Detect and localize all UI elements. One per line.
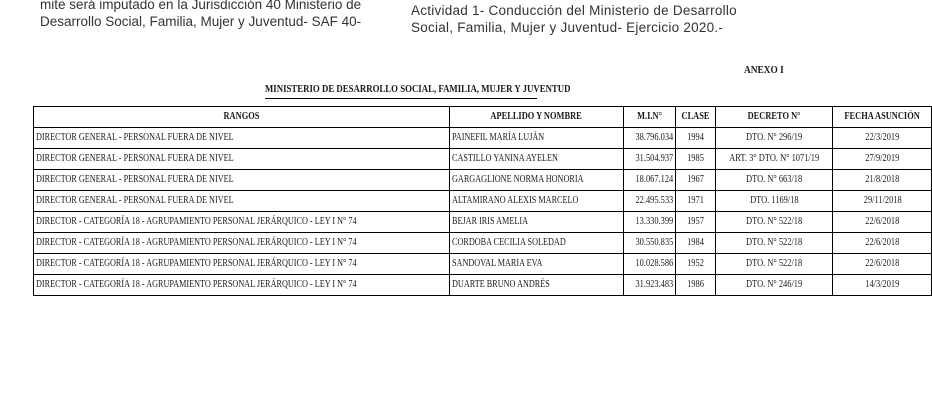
cell-rango: DIRECTOR - CATEGORÍA 18 - AGRUPAMIENTO PERSONAL JERÁRQUICO - LEY I N° 74 (34, 212, 450, 233)
cell-fecha: 22/6/2018 (833, 233, 932, 254)
cell-fecha: 22/6/2018 (833, 254, 932, 275)
cell-mi: 38.796.034 (623, 128, 675, 149)
paragraph-left-line-1: mite será imputado en la Jurisdicción 40 Ministerio de (40, 0, 362, 12)
header-nombre: APELLIDO Y NOMBRE (450, 107, 624, 128)
table-row (34, 170, 932, 191)
cell-rango: DIRECTOR - CATEGORÍA 18 - AGRUPAMIENTO PERSONAL JERÁRQUICO - LEY I N° 74 (34, 254, 450, 275)
ministry-title: MINISTERIO DE DESARROLLO SOCIAL, FAMILIA, MUJER Y JUVENTUD (265, 83, 571, 95)
cell-fecha: 22/6/2018 (833, 212, 932, 233)
table-row (34, 128, 932, 149)
cell-clase: 1984 (675, 233, 715, 254)
cell-rango: DIRECTOR - CATEGORÍA 18 - AGRUPAMIENTO PERSONAL JERÁRQUICO - LEY I N° 74 (34, 233, 450, 254)
cell-rango: DIRECTOR GENERAL - PERSONAL FUERA DE NIVEL (34, 170, 450, 191)
cell-nombre: GARGAGLIONE NORMA HONORIA (450, 170, 624, 191)
table-row (34, 254, 932, 275)
cell-rango: DIRECTOR GENERAL - PERSONAL FUERA DE NIVEL (34, 149, 450, 170)
cell-nombre: CORDOBA CECILIA SOLEDAD (450, 233, 624, 254)
table-body (34, 128, 932, 296)
cell-fecha: 21/8/2018 (833, 170, 932, 191)
paragraph-right-line-2: Social, Familia, Mujer y Juventud- Ejercicio 2020.- (411, 20, 724, 35)
cell-decreto: DTO. N° 663/18 (715, 170, 832, 191)
cell-mi: 31.504.937 (623, 149, 675, 170)
cell-decreto: ART. 3° DTO. N° 1071/19 (715, 149, 832, 170)
table-row (34, 191, 932, 212)
paragraph-left (40, 0, 361, 34)
cell-clase: 1971 (675, 191, 715, 212)
cell-nombre: DUARTE BRUNO ANDRÉS (450, 275, 624, 296)
cell-nombre: BEJAR IRIS AMELIA (450, 212, 624, 233)
table-row (34, 233, 932, 254)
cell-mi: 10.028.586 (623, 254, 675, 275)
cell-fecha: 14/3/2019 (833, 275, 932, 296)
cell-clase: 1952 (675, 254, 715, 275)
cell-decreto: DTO. N° 522/18 (715, 254, 832, 275)
cell-decreto: DTO. N° 522/18 (715, 233, 832, 254)
cell-decreto: DTO. N° 296/19 (715, 128, 832, 149)
cell-clase: 1967 (675, 170, 715, 191)
table-header-row (34, 107, 932, 128)
header-mi: M.I.N° (623, 107, 675, 128)
paragraph-right (411, 0, 737, 34)
table-row (34, 275, 932, 296)
cell-mi: 13.330.399 (623, 212, 675, 233)
header-decreto: DECRETO N° (715, 107, 832, 128)
cell-fecha: 27/9/2019 (833, 149, 932, 170)
cell-fecha: 22/3/2019 (833, 128, 932, 149)
cell-mi: 18.067.124 (623, 170, 675, 191)
cell-nombre: ALTAMIRANO ALEXIS MARCELO (450, 191, 624, 212)
cell-mi: 31.923.483 (623, 275, 675, 296)
cell-nombre: SANDOVAL MARIA EVA (450, 254, 624, 275)
header-rangos: RANGOS (34, 107, 450, 128)
cell-rango: DIRECTOR GENERAL - PERSONAL FUERA DE NIVEL (34, 128, 450, 149)
cell-clase: 1957 (675, 212, 715, 233)
annex-label: ANEXO I (744, 64, 784, 76)
cell-nombre: CASTILLO YANINA AYELEN (450, 149, 624, 170)
paragraph-right-line-1: Actividad 1- Conducción del Ministerio de Desarrollo (411, 3, 737, 18)
cell-mi: 30.550.835 (623, 233, 675, 254)
cell-clase: 1985 (675, 149, 715, 170)
cell-rango: DIRECTOR GENERAL - PERSONAL FUERA DE NIVEL (34, 191, 450, 212)
cell-mi: 22.495.533 (623, 191, 675, 212)
header-fecha: FECHA ASUNCIÓN (833, 107, 932, 128)
cell-decreto: DTO. 1169/18 (715, 191, 832, 212)
cell-decreto: DTO. N° 246/19 (715, 275, 832, 296)
annex-table (33, 106, 932, 296)
paragraph-left-line-2: Desarrollo Social, Familia, Mujer y Juventud- SAF 40- (40, 14, 362, 29)
cell-fecha: 29/11/2018 (833, 191, 932, 212)
cell-decreto: DTO. N° 522/18 (715, 212, 832, 233)
ministry-title-underline (265, 98, 537, 99)
cell-clase: 1986 (675, 275, 715, 296)
table-row (34, 212, 932, 233)
cell-nombre: PAINEFIL MARÍA LUJÁN (450, 128, 624, 149)
table-row (34, 149, 932, 170)
cell-clase: 1994 (675, 128, 715, 149)
cell-rango: DIRECTOR - CATEGORÍA 18 - AGRUPAMIENTO PERSONAL JERÁRQUICO - LEY I N° 74 (34, 275, 450, 296)
header-clase: CLASE (675, 107, 715, 128)
